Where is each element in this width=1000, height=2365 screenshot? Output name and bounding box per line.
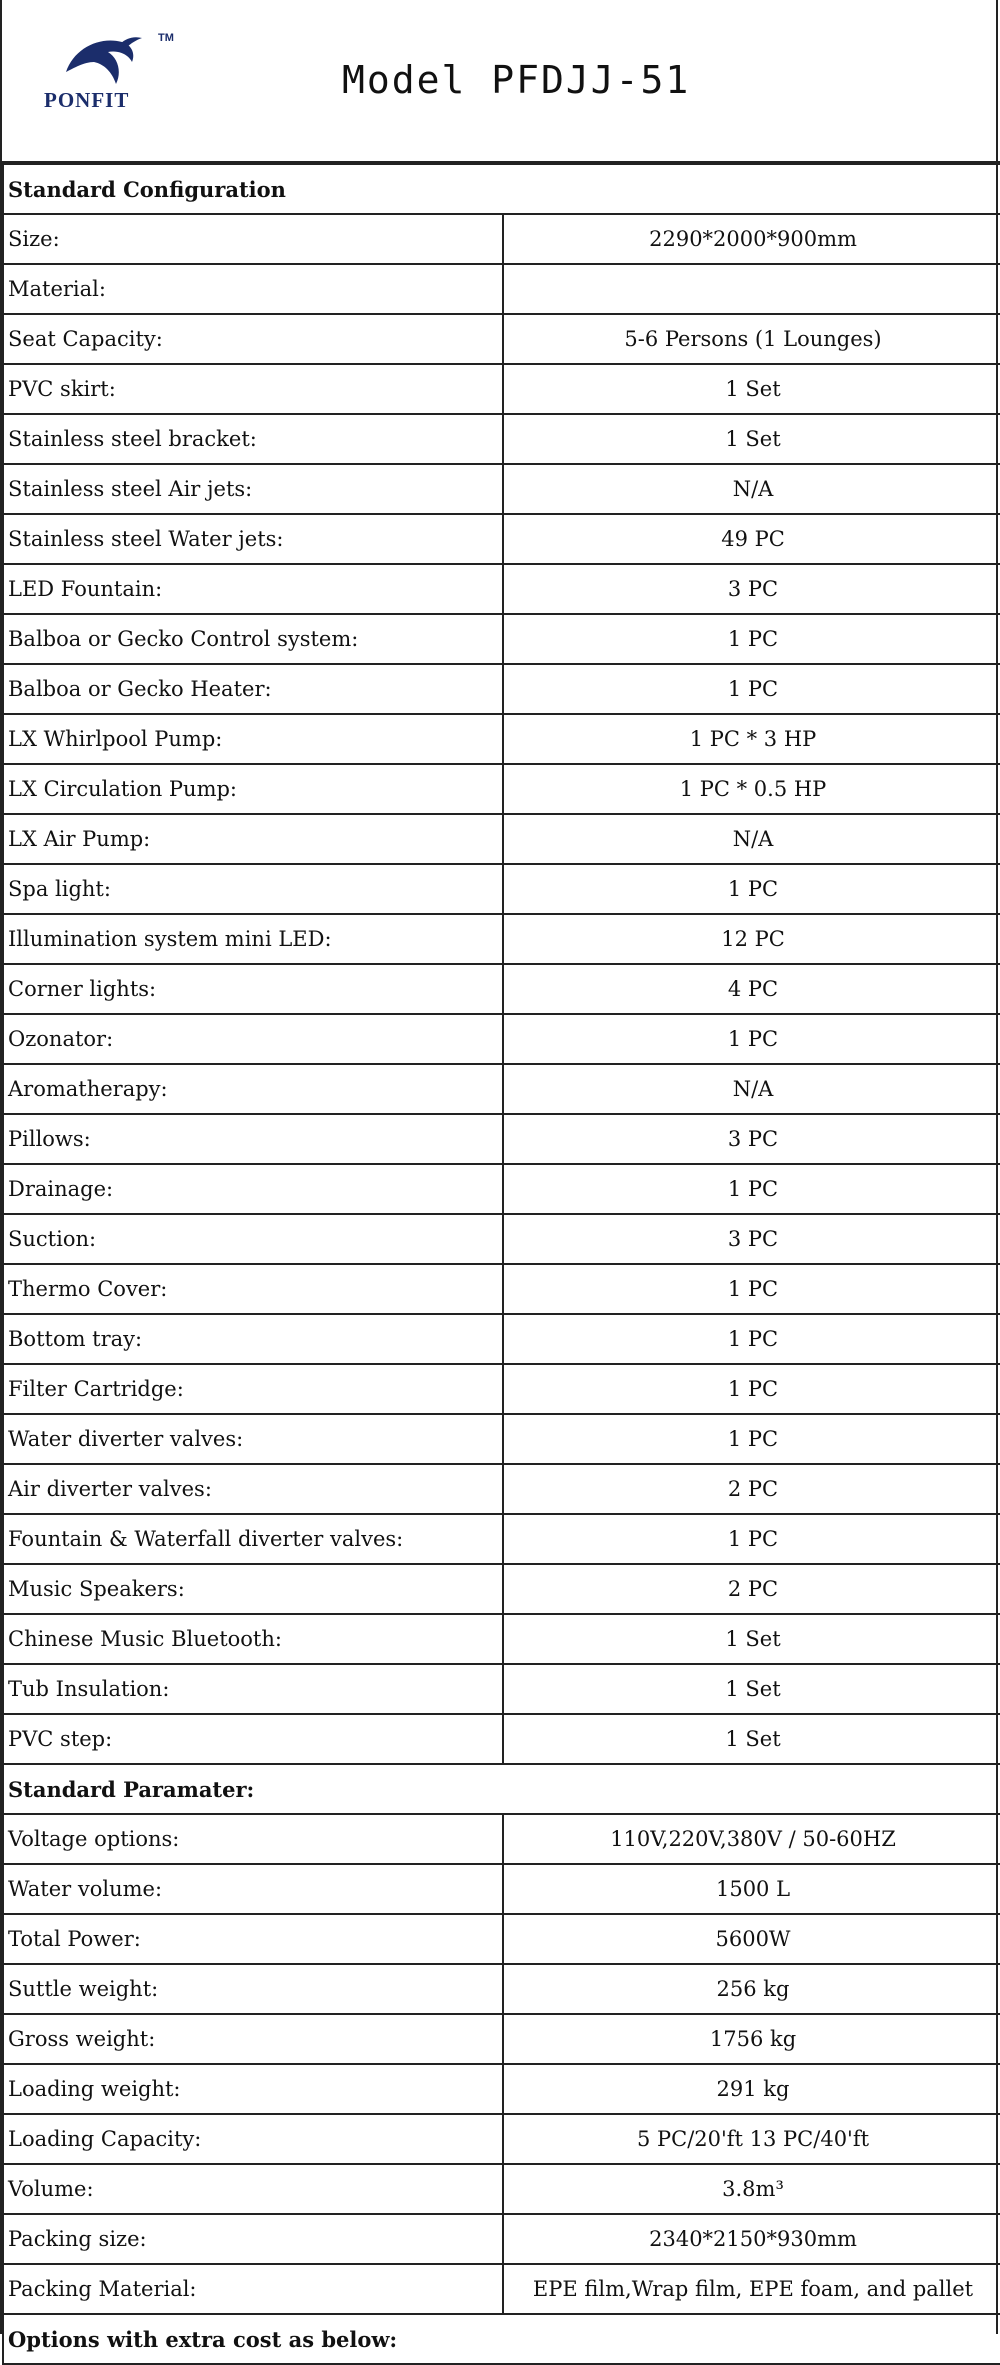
spec-row (3, 1614, 1000, 1664)
spec-row (3, 314, 1000, 364)
spec-value: 1 PC (503, 1164, 1000, 1214)
spec-row (3, 1314, 1000, 1364)
spec-row (3, 214, 1000, 264)
spec-label: Material: (3, 264, 503, 314)
spec-value: 1 PC (503, 864, 1000, 914)
spec-label: LX Air Pump: (3, 814, 503, 864)
spec-value: 1 PC * 3 HP (503, 714, 1000, 764)
section-heading-row (3, 2314, 1000, 2364)
spec-label: Ozonator: (3, 1014, 503, 1064)
spec-value: 12 PC (503, 914, 1000, 964)
spec-label: Voltage options: (3, 1814, 503, 1864)
spec-label: Stainless steel Air jets: (3, 464, 503, 514)
section-heading-row (3, 164, 1000, 214)
spec-row (3, 464, 1000, 514)
spec-row (3, 914, 1000, 964)
dolphin-icon (60, 32, 150, 92)
spec-label: Water diverter valves: (3, 1414, 503, 1464)
page-title: Model PFDJJ-51 (342, 58, 691, 102)
brand-name: PONFIT (44, 88, 130, 112)
spec-label: Corner lights: (3, 964, 503, 1014)
spec-value: 1 PC * 0.5 HP (503, 764, 1000, 814)
spec-value: 1756 kg (503, 2014, 1000, 2064)
spec-value: 1 PC (503, 614, 1000, 664)
spec-value: 1 Set (503, 364, 1000, 414)
spec-value: 4 PC (503, 964, 1000, 1014)
spec-label: Balboa or Gecko Control system: (3, 614, 503, 664)
spec-value: 2 PC (503, 1564, 1000, 1614)
spec-row (3, 2014, 1000, 2064)
spec-label: Balboa or Gecko Heater: (3, 664, 503, 714)
spec-value: 3 PC (503, 564, 1000, 614)
spec-value: 1 Set (503, 1614, 1000, 1664)
spec-row (3, 1964, 1000, 2014)
spec-value: N/A (503, 814, 1000, 864)
spec-label: Loading Capacity: (3, 2114, 503, 2164)
spec-label: PVC skirt: (3, 364, 503, 414)
spec-value: 5600W (503, 1914, 1000, 1964)
spec-value: 1 PC (503, 1014, 1000, 1064)
spec-row (3, 764, 1000, 814)
brand-logo (40, 30, 180, 125)
spec-label: Music Speakers: (3, 1564, 503, 1614)
spec-row (3, 1464, 1000, 1514)
spec-value: 2 PC (503, 1464, 1000, 1514)
spec-value: N/A (503, 1064, 1000, 1114)
spec-value: 1 PC (503, 1364, 1000, 1414)
spec-label: Stainless steel bracket: (3, 414, 503, 464)
spec-row (3, 2114, 1000, 2164)
spec-label: Size: (3, 214, 503, 264)
spec-row (3, 1864, 1000, 1914)
spec-label: LED Fountain: (3, 564, 503, 614)
spec-label: Total Power: (3, 1914, 503, 1964)
spec-value (503, 264, 1000, 314)
spec-row (3, 664, 1000, 714)
spec-value: 291 kg (503, 2064, 1000, 2114)
spec-label: Bottom tray: (3, 1314, 503, 1364)
header (2, 0, 1000, 163)
spec-value: 49 PC (503, 514, 1000, 564)
spec-value: 1 PC (503, 664, 1000, 714)
spec-value: 256 kg (503, 1964, 1000, 2014)
spec-table (2, 163, 1000, 2365)
spec-row (3, 364, 1000, 414)
spec-row (3, 1064, 1000, 1114)
spec-row (3, 1014, 1000, 1064)
spec-label: Aromatherapy: (3, 1064, 503, 1114)
spec-label: Seat Capacity: (3, 314, 503, 364)
spec-row (3, 614, 1000, 664)
spec-row (3, 1364, 1000, 1414)
spec-label: Packing Material: (3, 2264, 503, 2314)
spec-value: 3 PC (503, 1214, 1000, 1264)
section-heading-row (3, 1764, 1000, 1814)
spec-row (3, 1564, 1000, 1614)
spec-value: 2290*2000*900mm (503, 214, 1000, 264)
spec-row (3, 1514, 1000, 1564)
spec-label: Spa light: (3, 864, 503, 914)
spec-row (3, 1264, 1000, 1314)
spec-row (3, 1714, 1000, 1764)
spec-label: PVC step: (3, 1714, 503, 1764)
spec-row (3, 414, 1000, 464)
spec-value: 2340*2150*930mm (503, 2214, 1000, 2264)
spec-value: 1 Set (503, 1714, 1000, 1764)
spec-value: 1 PC (503, 1514, 1000, 1564)
spec-label: Suction: (3, 1214, 503, 1264)
spec-value: 110V,220V,380V / 50-60HZ (503, 1814, 1000, 1864)
spec-label: Stainless steel Water jets: (3, 514, 503, 564)
spec-label: Tub Insulation: (3, 1664, 503, 1714)
spec-value: 5-6 Persons (1 Lounges) (503, 314, 1000, 364)
spec-row (3, 864, 1000, 914)
spec-label: Water volume: (3, 1864, 503, 1914)
spec-row (3, 1914, 1000, 1964)
spec-value: 1 Set (503, 414, 1000, 464)
spec-label: Loading weight: (3, 2064, 503, 2114)
spec-row (3, 964, 1000, 1014)
spec-row (3, 1114, 1000, 1164)
spec-label: Packing size: (3, 2214, 503, 2264)
spec-row (3, 2064, 1000, 2114)
trademark-mark: TM (158, 32, 174, 44)
spec-value: 1 PC (503, 1314, 1000, 1364)
section-heading: Standard Paramater: (3, 1764, 1000, 1814)
spec-row (3, 814, 1000, 864)
spec-value: EPE film,Wrap film, EPE foam, and pallet (503, 2264, 1000, 2314)
spec-value: 3.8m³ (503, 2164, 1000, 2214)
spec-label: Illumination system mini LED: (3, 914, 503, 964)
spec-row (3, 2164, 1000, 2214)
spec-value: 5 PC/20'ft 13 PC/40'ft (503, 2114, 1000, 2164)
spec-label: Drainage: (3, 1164, 503, 1214)
spec-value: 1500 L (503, 1864, 1000, 1914)
spec-label: Thermo Cover: (3, 1264, 503, 1314)
spec-label: Volume: (3, 2164, 503, 2214)
spec-row (3, 564, 1000, 614)
spec-row (3, 264, 1000, 314)
spec-value: N/A (503, 464, 1000, 514)
spec-label: Air diverter valves: (3, 1464, 503, 1514)
spec-value: 1 PC (503, 1414, 1000, 1464)
spec-row (3, 2264, 1000, 2314)
spec-row (3, 1664, 1000, 1714)
spec-value: 1 PC (503, 1264, 1000, 1314)
spec-row (3, 714, 1000, 764)
section-heading: Options with extra cost as below: (3, 2314, 1000, 2364)
spec-label: LX Circulation Pump: (3, 764, 503, 814)
spec-label: Pillows: (3, 1114, 503, 1164)
spec-label: Filter Cartridge: (3, 1364, 503, 1414)
spec-label: Suttle weight: (3, 1964, 503, 2014)
spec-label: Gross weight: (3, 2014, 503, 2064)
spec-row (3, 514, 1000, 564)
spec-row (3, 2214, 1000, 2264)
spec-label: Fountain & Waterfall diverter valves: (3, 1514, 503, 1564)
spec-row (3, 1214, 1000, 1264)
spec-row (3, 1164, 1000, 1214)
spec-label: Chinese Music Bluetooth: (3, 1614, 503, 1664)
spec-value: 1 Set (503, 1664, 1000, 1714)
spec-label: LX Whirlpool Pump: (3, 714, 503, 764)
spec-row (3, 1814, 1000, 1864)
spec-value: 3 PC (503, 1114, 1000, 1164)
section-heading: Standard Configuration (3, 164, 1000, 214)
spec-row (3, 1414, 1000, 1464)
